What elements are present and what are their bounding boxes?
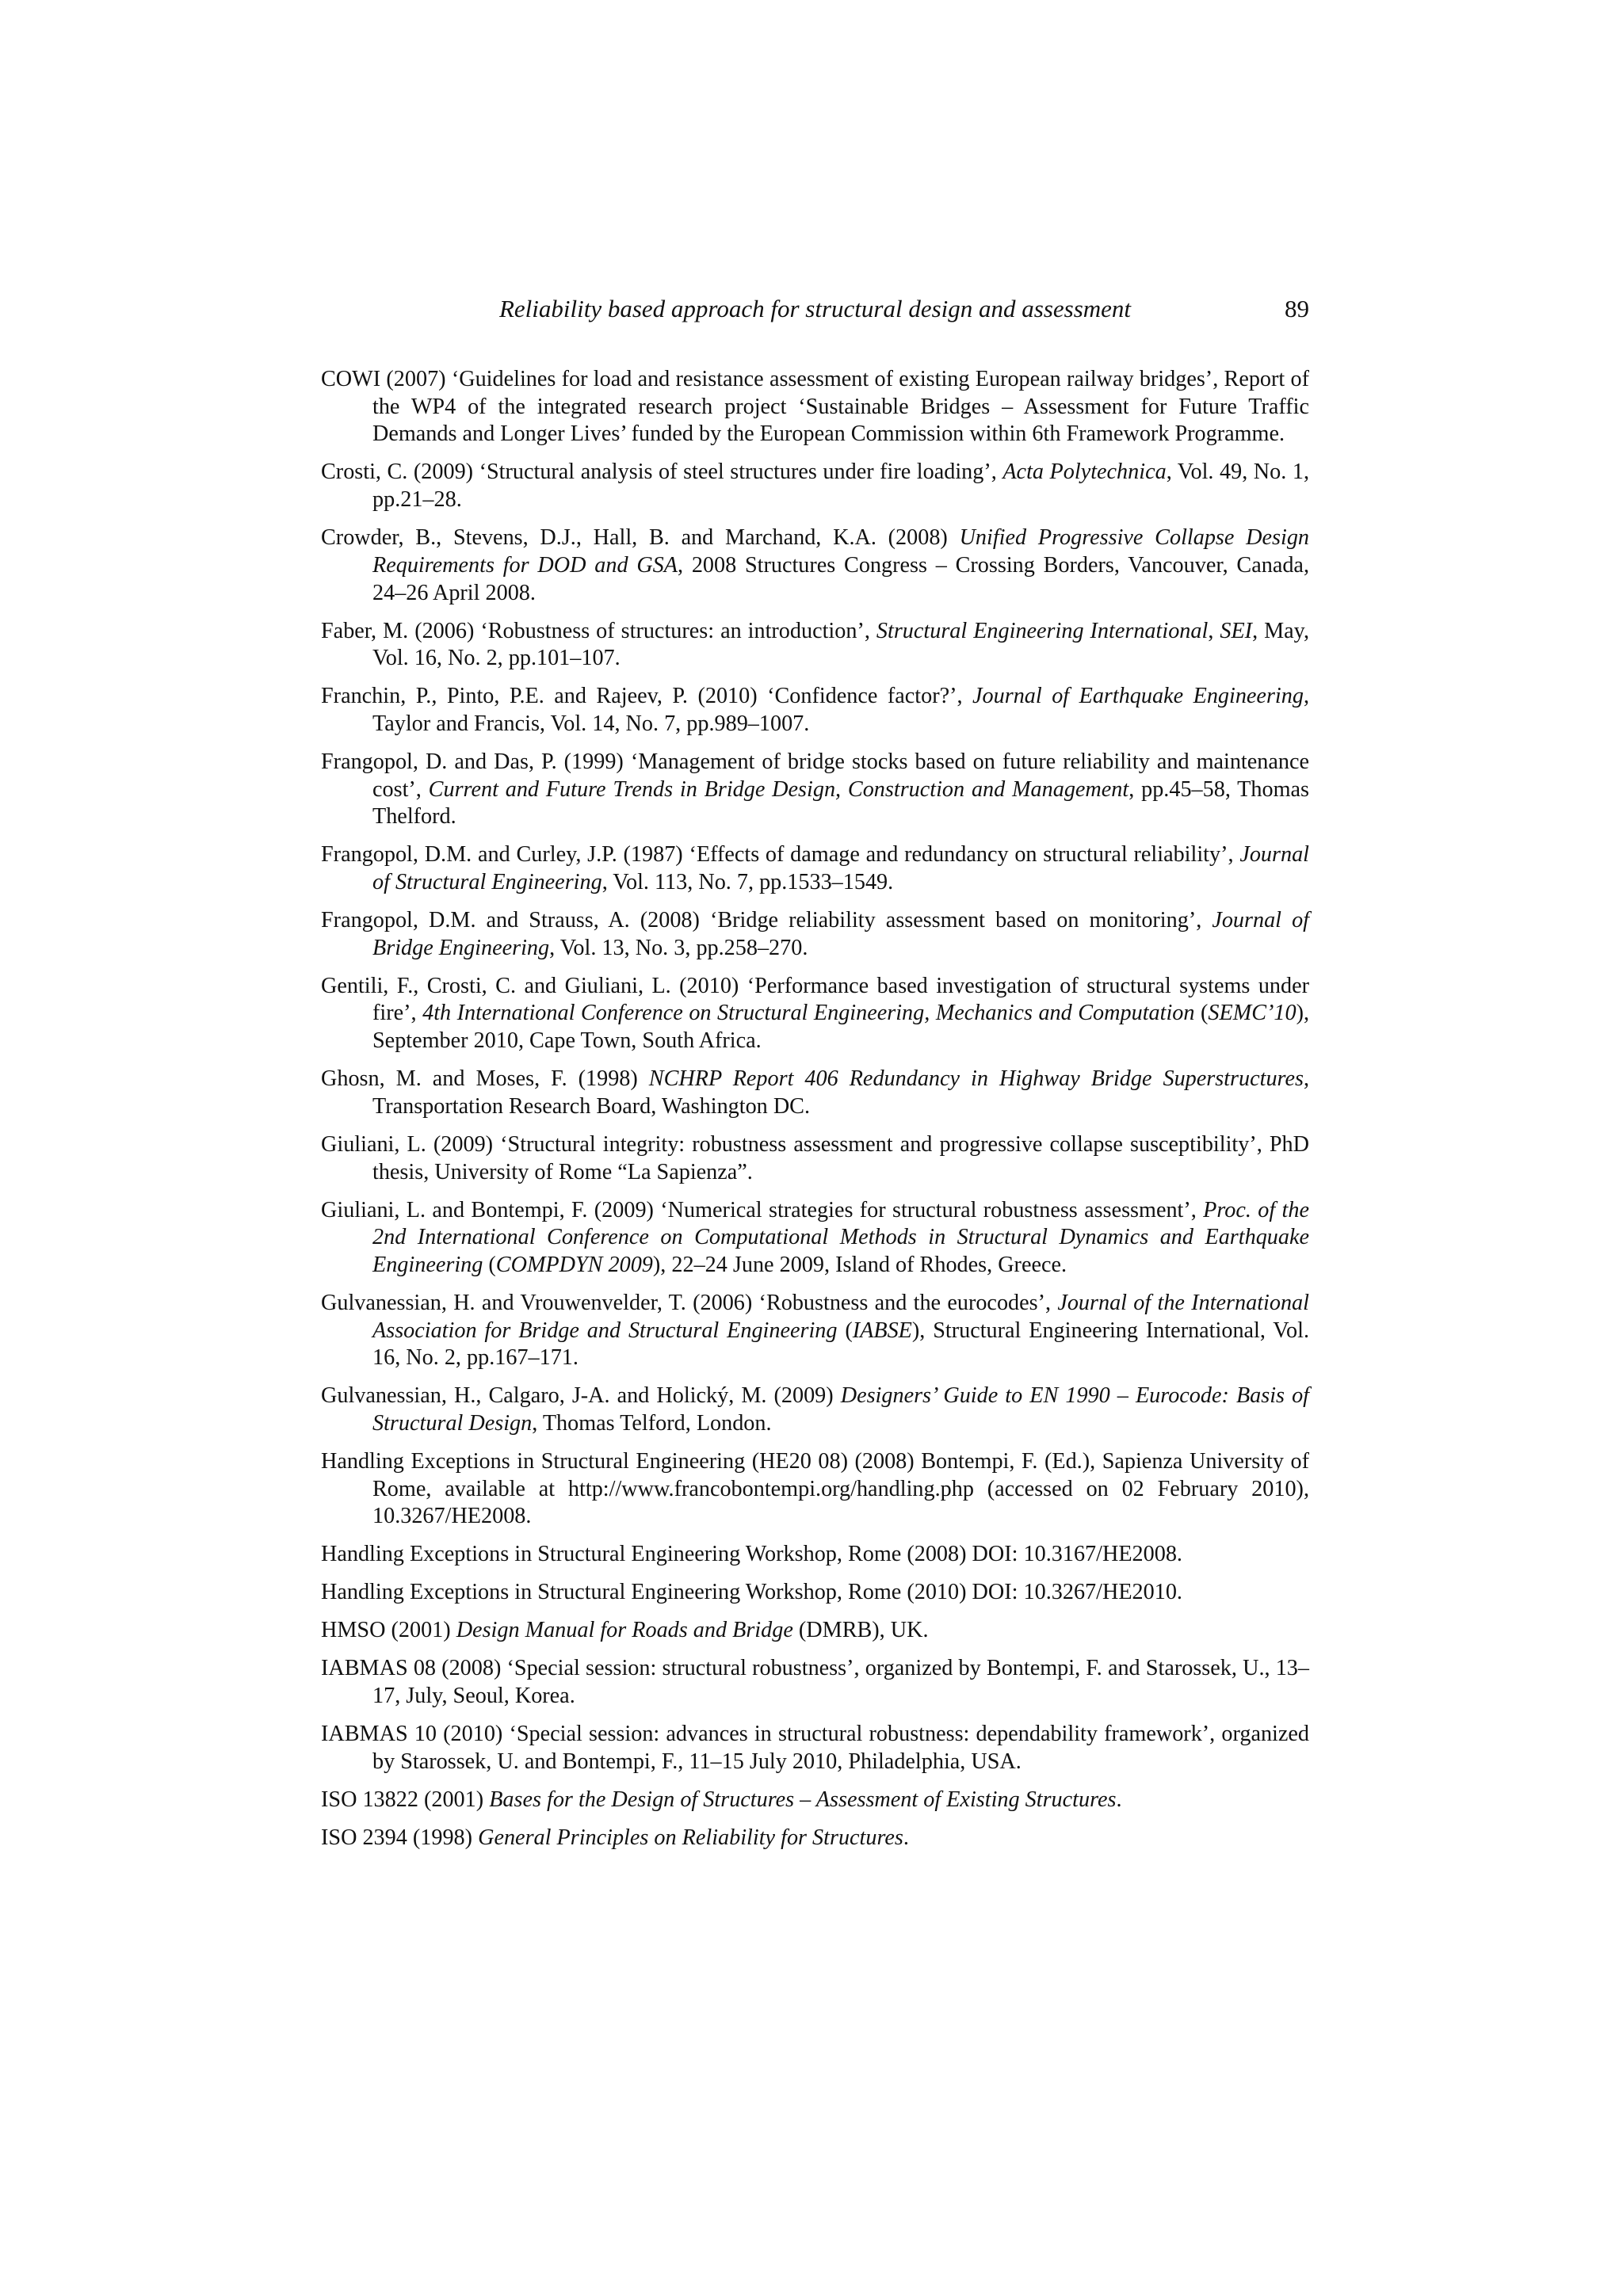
reference-entry [321, 1617, 1309, 1645]
reference-entry [321, 524, 1309, 607]
reference-text: , Vol. 113, No. 7, pp.1533–1549. [601, 870, 894, 895]
reference-text: , Taylor and Francis, Vol. 14, No. 7, pp.989–1007. [372, 684, 1309, 736]
reference-text: Giuliani, L. and Bontempi, F. (2009) ‘Numerical strategies for structural robustness assessment’, [321, 1197, 1204, 1222]
reference-entry [321, 459, 1309, 513]
reference-entry [321, 366, 1309, 448]
running-title: Reliability based approach for structural design and assessment [498, 295, 1132, 322]
reference-entry [321, 1787, 1309, 1814]
reference-text: ( [1194, 1001, 1209, 1026]
reference-italic-text: Bases for the Design of Structures – Assessment of Existing Structures [489, 1787, 1117, 1812]
reference-text: Gulvanessian, H., Calgaro, J-A. and Holický, M. (2009) [321, 1383, 841, 1409]
page-header [321, 290, 1309, 328]
reference-text: Crowder, B., Stevens, D.J., Hall, B. and Marchand, K.A. (2008) [321, 525, 960, 551]
reference-text: ), 22–24 June 2009, Island of Rhodes, Greece. [652, 1252, 1067, 1277]
reference-text: Handling Exceptions in Structural Engineering Workshop, Rome (2010) DOI: 10.3267/HE2010. [321, 1580, 1182, 1605]
reference-italic-text: Acta Polytechnica [1002, 460, 1167, 485]
reference-italic-text: SEI [1220, 618, 1253, 643]
reference-italic-text: Designers’ Guide to EN 1990 – Eurocode: Basis of Structural Design [372, 1383, 1310, 1436]
reference-text: Handling Exceptions in Structural Engineering Workshop, Rome (2008) DOI: 10.3167/HE2008. [321, 1542, 1182, 1567]
reference-text: IABMAS 10 (2010) ‘Special session: advances in structural robustness: dependability framework’, organized by Starossek, U. and Bontempi, F., 11–15 July 2010, Philadelphia, USA. [321, 1722, 1309, 1774]
reference-italic-text: Journal of the International Association for Bridge and Structural Engineering [372, 1290, 1309, 1343]
reference-entry [321, 683, 1309, 738]
reference-text: , Thomas Telford, London. [532, 1411, 772, 1436]
reference-text: , 2008 Structures Congress – Crossing Borders, Vancouver, Canada, 24–26 April 2008. [372, 552, 1309, 605]
reference-text: ISO 13822 (2001) [321, 1787, 490, 1812]
reference-entry [321, 1579, 1309, 1607]
reference-text: . [1116, 1787, 1122, 1812]
reference-text: . [903, 1825, 909, 1850]
reference-text: , Transportation Research Board, Washington DC. [372, 1066, 1309, 1119]
reference-text: , May, Vol. 16, No. 2, pp.101–107. [372, 618, 1309, 671]
reference-entry [321, 1197, 1309, 1280]
reference-text: ( [837, 1318, 853, 1343]
reference-italic-text: Structural Engineering International [876, 618, 1209, 643]
reference-text: HMSO (2001) [321, 1618, 456, 1643]
reference-text: Faber, M. (2006) ‘Robustness of structures: an introduction’, [321, 618, 876, 643]
reference-italic-text: COMPDYN 2009 [495, 1252, 653, 1277]
reference-text: , pp.45–58, Thomas Thelford. [372, 776, 1309, 830]
reference-list [321, 366, 1309, 1863]
reference-italic-text: IABSE [852, 1318, 912, 1343]
reference-entry [321, 1290, 1309, 1372]
reference-entry [321, 618, 1309, 673]
reference-entry [321, 841, 1309, 896]
reference-text: Frangopol, D.M. and Curley, J.P. (1987) ‘Effects of damage and redundancy on structural reliability’, [321, 842, 1240, 868]
reference-text: Ghosn, M. and Moses, F. (1998) [321, 1066, 649, 1092]
reference-entry [321, 1448, 1309, 1531]
reference-italic-text: Journal of Structural Engineering [372, 842, 1309, 895]
reference-text: (DMRB), UK. [792, 1618, 929, 1643]
reference-italic-text: Design Manual for Roads and Bridge [456, 1618, 793, 1643]
reference-text: Giuliani, L. (2009) ‘Structural integrity: robustness assessment and progressive collapse susceptibility’, PhD thesis, University of Rome “La Sapienza”. [321, 1131, 1309, 1184]
reference-italic-text: General Principles on Reliability for Structures [478, 1825, 903, 1850]
reference-italic-text: Current and Future Trends in Bridge Design, Construction and Management [428, 776, 1129, 802]
reference-text: Handling Exceptions in Structural Engineering (HE20 08) (2008) Bontempi, F. (Ed.), Sapienza University of Rome, available at http://www.francobontempi.org/handling.php (accessed on 02 February 2010), 10.3267/HE2008. [321, 1449, 1309, 1529]
reference-text: COWI (2007) ‘Guidelines for load and resistance assessment of existing European railway bridges’, Report of the WP4 of the integrated research project ‘Sustainable Bridges – Assessment for Future Traffic Demands and Longer Lives’ funded by the European Commission within 6th Framework Programme. [321, 367, 1309, 447]
reference-text: , [1208, 618, 1220, 643]
reference-italic-text: Journal of Bridge Engineering [372, 908, 1309, 960]
reference-entry [321, 1825, 1309, 1852]
reference-italic-text: Unified Progressive Collapse Design Requirements for DOD and GSA [372, 525, 1310, 578]
reference-text: Gulvanessian, H. and Vrouwenvelder, T. (2006) ‘Robustness and the eurocodes’, [321, 1290, 1058, 1315]
reference-entry [321, 1131, 1309, 1186]
reference-text: ), Structural Engineering International, Vol. 16, No. 2, pp.167–171. [372, 1318, 1309, 1371]
reference-entry [321, 1655, 1309, 1710]
reference-text: IABMAS 08 (2008) ‘Special session: structural robustness’, organized by Bontempi, F. and Starossek, U., 13–17, July, Seoul, Korea. [321, 1656, 1309, 1709]
reference-text: Crosti, C. (2009) ‘Structural analysis of steel structures under fire loading’, [321, 460, 1003, 485]
reference-entry [321, 1721, 1309, 1775]
reference-text: Gentili, F., Crosti, C. and Giuliani, L. (2010) ‘Performance based investigation of structural systems under fire’, [321, 973, 1309, 1026]
reference-italic-text: 4th International Conference on Structural Engineering, Mechanics and Computation [422, 1001, 1195, 1026]
reference-entry [321, 973, 1309, 1055]
reference-text: Frangopol, D.M. and Strauss, A. (2008) ‘Bridge reliability assessment based on monitoring’, [321, 908, 1212, 933]
reference-text: ( [483, 1252, 496, 1277]
page-number: 89 [1285, 295, 1309, 322]
reference-entry [321, 1383, 1309, 1437]
reference-text: , Vol. 49, No. 1, pp.21–28. [372, 460, 1309, 513]
reference-text: ISO 2394 (1998) [321, 1825, 479, 1850]
reference-entry [321, 1066, 1309, 1120]
reference-text: Frangopol, D. and Das, P. (1999) ‘Management of bridge stocks based on future reliability and maintenance cost’, [321, 749, 1309, 802]
reference-entry [321, 1541, 1309, 1569]
reference-text: , Vol. 13, No. 3, pp.258–270. [549, 935, 808, 960]
reference-entry [321, 749, 1309, 831]
reference-italic-text: Journal of Earthquake Engineering [972, 684, 1304, 709]
reference-entry [321, 907, 1309, 962]
reference-text: ), September 2010, Cape Town, South Africa. [372, 1001, 1310, 1054]
reference-italic-text: NCHRP Report 406 Redundancy in Highway Bridge Superstructures [648, 1066, 1304, 1092]
reference-italic-text: Proc. of the 2nd International Conference on Computational Methods in Structural Dynamics and Earthquake Engineering [372, 1197, 1309, 1277]
reference-text: Franchin, P., Pinto, P.E. and Rajeev, P. (2010) ‘Confidence factor?’, [321, 684, 973, 709]
reference-italic-text: SEMC’10 [1208, 1001, 1296, 1026]
